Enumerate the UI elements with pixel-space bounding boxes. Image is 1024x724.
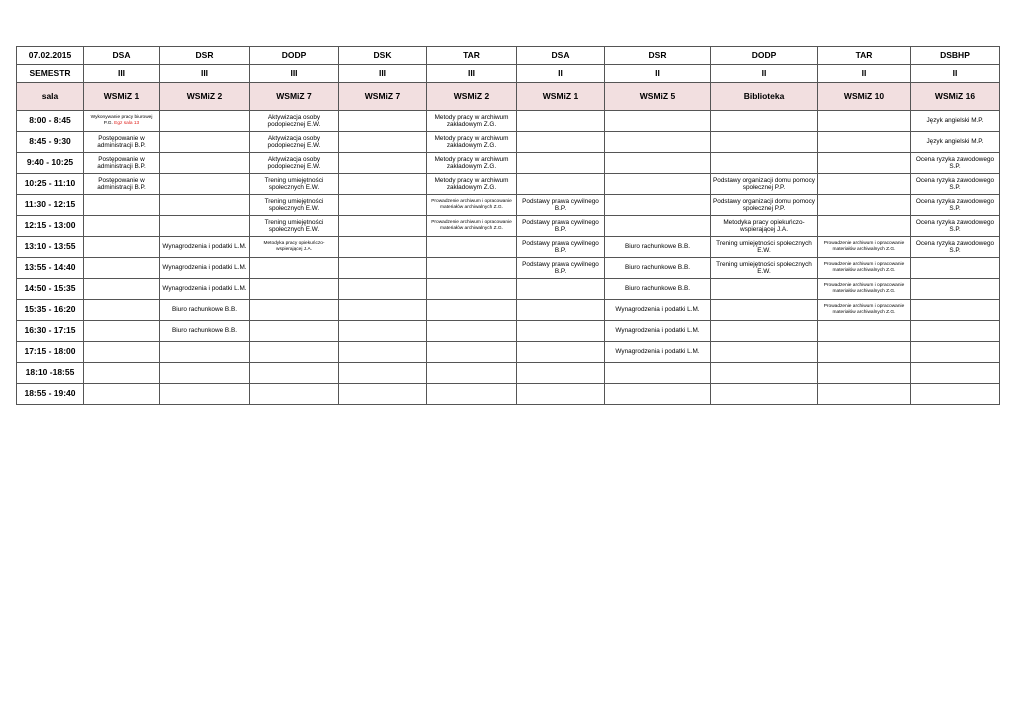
room-cell: WSMiZ 1 xyxy=(517,83,605,111)
class-cell xyxy=(160,216,250,237)
class-cell xyxy=(339,237,427,258)
room-cell: WSMiZ 7 xyxy=(250,83,339,111)
room-cell: WSMiZ 2 xyxy=(427,83,517,111)
class-cell xyxy=(250,384,339,405)
class-cell xyxy=(339,174,427,195)
program-cell: DSBHP xyxy=(911,47,1000,65)
class-cell: Prowadzenie archiwum i opracowanie materiałów archiwalnych Z.G. xyxy=(427,216,517,237)
class-cell xyxy=(339,321,427,342)
class-cell: Postępowanie w administracji B.P. xyxy=(84,153,160,174)
class-cell: Biuro rachunkowe B.B. xyxy=(605,279,711,300)
class-cell xyxy=(711,300,818,321)
class-cell xyxy=(84,195,160,216)
class-cell: Podstawy prawa cywilnego B.P. xyxy=(517,237,605,258)
class-cell xyxy=(160,111,250,132)
class-cell xyxy=(427,342,517,363)
time-cell: 10:25 - 11:10 xyxy=(17,174,84,195)
class-cell xyxy=(427,237,517,258)
class-cell xyxy=(160,363,250,384)
time-cell: 18:10 -18:55 xyxy=(17,363,84,384)
class-cell: Prowadzenie archiwum i opracowanie materiałów archiwalnych Z.G. xyxy=(818,300,911,321)
class-cell: Trening umiejętności społecznych E.W. xyxy=(250,195,339,216)
class-cell: Język angielski M.P. xyxy=(911,132,1000,153)
class-cell xyxy=(711,363,818,384)
semester-cell: III xyxy=(84,65,160,83)
class-cell xyxy=(84,300,160,321)
class-cell xyxy=(339,342,427,363)
program-cell: DODP xyxy=(711,47,818,65)
class-cell xyxy=(250,300,339,321)
class-cell xyxy=(84,216,160,237)
class-cell xyxy=(818,132,911,153)
schedule-table xyxy=(16,46,1000,405)
room-cell: WSMiZ 1 xyxy=(84,83,160,111)
class-cell xyxy=(84,279,160,300)
schedule-row xyxy=(17,384,1000,405)
class-cell xyxy=(250,342,339,363)
semester-label: SEMESTR xyxy=(17,65,84,83)
class-cell xyxy=(517,321,605,342)
class-cell: Metodyka pracy opiekuńczo-wspierającej J.A. xyxy=(711,216,818,237)
semester-cell: II xyxy=(711,65,818,83)
semester-cell: III xyxy=(427,65,517,83)
class-cell xyxy=(427,321,517,342)
time-cell: 9:40 - 10:25 xyxy=(17,153,84,174)
class-cell: Ocena ryzyka zawodowego S.P. xyxy=(911,153,1000,174)
class-cell: Trening umiejętności społecznych E.W. xyxy=(250,174,339,195)
class-cell xyxy=(339,111,427,132)
class-cell: Metodyka pracy opiekuńczo-wspierającej J.A. xyxy=(250,237,339,258)
class-cell xyxy=(84,342,160,363)
class-cell xyxy=(605,384,711,405)
class-cell: Ocena ryzyka zawodowego S.P. xyxy=(911,216,1000,237)
semester-cell: II xyxy=(517,65,605,83)
class-cell xyxy=(160,384,250,405)
semester-cell: III xyxy=(160,65,250,83)
class-cell xyxy=(605,153,711,174)
class-cell xyxy=(517,153,605,174)
class-cell: Prowadzenie archiwum i opracowanie materiałów archiwalnych Z.G. xyxy=(818,258,911,279)
semester-cell: III xyxy=(250,65,339,83)
schedule-row xyxy=(17,258,1000,279)
class-cell: Biuro rachunkowe B.B. xyxy=(160,321,250,342)
class-cell xyxy=(711,111,818,132)
class-cell: Ocena ryzyka zawodowego S.P. xyxy=(911,195,1000,216)
room-cell: WSMiZ 7 xyxy=(339,83,427,111)
class-cell xyxy=(517,279,605,300)
schedule-row xyxy=(17,216,1000,237)
program-cell: DODP xyxy=(250,47,339,65)
program-cell: DSR xyxy=(605,47,711,65)
class-cell: Prowadzenie archiwum i opracowanie materiałów archiwalnych Z.G. xyxy=(818,279,911,300)
class-cell: Wynagrodzenia i podatki L.M. xyxy=(160,237,250,258)
class-cell xyxy=(818,111,911,132)
class-cell xyxy=(818,216,911,237)
class-cell: Prowadzenie archiwum i opracowanie materiałów archiwalnych Z.G. xyxy=(818,237,911,258)
class-cell: Aktywizacja osoby podopiecznej E.W. xyxy=(250,111,339,132)
room-cell: Biblioteka xyxy=(711,83,818,111)
class-cell xyxy=(711,384,818,405)
semester-cell: II xyxy=(605,65,711,83)
schedule-row xyxy=(17,342,1000,363)
class-cell: Podstawy prawa cywilnego B.P. xyxy=(517,258,605,279)
time-cell: 15:35 - 16:20 xyxy=(17,300,84,321)
header-programs-row xyxy=(17,47,1000,65)
class-cell xyxy=(339,153,427,174)
class-cell xyxy=(339,300,427,321)
class-cell xyxy=(84,237,160,258)
class-cell xyxy=(711,342,818,363)
class-cell: Biuro rachunkowe B.B. xyxy=(605,258,711,279)
schedule-row xyxy=(17,153,1000,174)
class-cell xyxy=(711,132,818,153)
time-cell: 17:15 - 18:00 xyxy=(17,342,84,363)
class-cell: Trening umiejętności społecznych E.W. xyxy=(711,237,818,258)
class-cell xyxy=(339,279,427,300)
class-cell xyxy=(818,384,911,405)
class-cell: Aktywizacja osoby podopiecznej E.W. xyxy=(250,153,339,174)
program-cell: DSA xyxy=(517,47,605,65)
class-cell xyxy=(84,321,160,342)
class-cell xyxy=(911,279,1000,300)
class-cell: Wynagrodzenia i podatki L.M. xyxy=(160,258,250,279)
class-cell xyxy=(517,111,605,132)
class-cell xyxy=(605,216,711,237)
room-cell: WSMiZ 10 xyxy=(818,83,911,111)
class-cell: Język angielski M.P. xyxy=(911,111,1000,132)
class-cell: Trening umiejętności społecznych E.W. xyxy=(250,216,339,237)
class-cell xyxy=(818,174,911,195)
class-cell xyxy=(250,258,339,279)
class-cell xyxy=(160,174,250,195)
class-cell xyxy=(427,300,517,321)
class-cell xyxy=(711,153,818,174)
class-cell xyxy=(605,174,711,195)
class-cell xyxy=(911,342,1000,363)
class-cell: Biuro rachunkowe B.B. xyxy=(605,237,711,258)
schedule-row xyxy=(17,237,1000,258)
class-cell: Prowadzenie archiwum i opracowanie materiałów archiwalnych Z.G. xyxy=(427,195,517,216)
class-cell: Wynagrodzenia i podatki L.M. xyxy=(160,279,250,300)
time-cell: 11:30 - 12:15 xyxy=(17,195,84,216)
class-cell xyxy=(250,279,339,300)
time-cell: 13:10 - 13:55 xyxy=(17,237,84,258)
class-cell xyxy=(711,321,818,342)
program-cell: DSA xyxy=(84,47,160,65)
class-cell xyxy=(427,384,517,405)
class-cell xyxy=(160,342,250,363)
class-cell: Podstawy organizacji domu pomocy społecznej P.P. xyxy=(711,174,818,195)
class-cell xyxy=(339,258,427,279)
room-cell: WSMiZ 2 xyxy=(160,83,250,111)
class-cell xyxy=(84,258,160,279)
class-cell xyxy=(605,195,711,216)
class-cell xyxy=(818,342,911,363)
class-cell xyxy=(427,258,517,279)
class-cell xyxy=(250,363,339,384)
program-cell: TAR xyxy=(818,47,911,65)
time-cell: 14:50 - 15:35 xyxy=(17,279,84,300)
class-cell: Metody pracy w archiwum zakładowym Z.G. xyxy=(427,174,517,195)
room-cell: WSMiZ 5 xyxy=(605,83,711,111)
class-cell: Biuro rachunkowe B.B. xyxy=(160,300,250,321)
time-cell: 18:55 - 19:40 xyxy=(17,384,84,405)
class-cell xyxy=(818,321,911,342)
class-cell xyxy=(911,258,1000,279)
schedule-row xyxy=(17,132,1000,153)
schedule-row xyxy=(17,321,1000,342)
class-cell xyxy=(818,195,911,216)
class-cell xyxy=(605,363,711,384)
schedule-row xyxy=(17,195,1000,216)
class-cell xyxy=(517,132,605,153)
class-cell xyxy=(818,363,911,384)
class-cell xyxy=(250,321,339,342)
class-cell xyxy=(517,342,605,363)
date-cell: 07.02.2015 xyxy=(17,47,84,65)
class-cell xyxy=(517,363,605,384)
semester-cell: II xyxy=(818,65,911,83)
class-cell xyxy=(84,363,160,384)
class-cell xyxy=(339,132,427,153)
class-cell: Wynagrodzenia i podatki L.M. xyxy=(605,300,711,321)
time-cell: 13:55 - 14:40 xyxy=(17,258,84,279)
program-cell: TAR xyxy=(427,47,517,65)
class-cell xyxy=(517,174,605,195)
class-cell xyxy=(160,153,250,174)
class-cell xyxy=(605,111,711,132)
class-cell xyxy=(427,279,517,300)
class-cell: Podstawy organizacji domu pomocy społecznej P.P. xyxy=(711,195,818,216)
semester-cell: II xyxy=(911,65,1000,83)
program-cell: DSK xyxy=(339,47,427,65)
class-cell: Metody pracy w archiwum zakładowym Z.G. xyxy=(427,111,517,132)
class-cell xyxy=(911,321,1000,342)
class-cell: Metody pracy w archiwum zakładowym Z.G. xyxy=(427,132,517,153)
class-cell: Metody pracy w archiwum zakładowym Z.G. xyxy=(427,153,517,174)
class-cell xyxy=(911,384,1000,405)
class-cell xyxy=(818,153,911,174)
class-cell: Podstawy prawa cywilnego B.P. xyxy=(517,216,605,237)
room-change-note: Egz sala 13 xyxy=(114,121,140,126)
class-cell xyxy=(517,384,605,405)
schedule-row xyxy=(17,363,1000,384)
class-cell: Ocena ryzyka zawodowego S.P. xyxy=(911,174,1000,195)
class-cell: Wynagrodzenia i podatki L.M. xyxy=(605,342,711,363)
header-semester-row xyxy=(17,65,1000,83)
class-cell xyxy=(339,216,427,237)
class-cell xyxy=(911,300,1000,321)
class-cell xyxy=(339,195,427,216)
class-text: Wykonywanie pracy biurowej P.G. xyxy=(90,115,153,126)
program-cell: DSR xyxy=(160,47,250,65)
class-cell xyxy=(339,384,427,405)
class-cell: Postępowanie w administracji B.P. xyxy=(84,132,160,153)
class-cell xyxy=(84,111,160,132)
class-cell xyxy=(160,132,250,153)
semester-cell: III xyxy=(339,65,427,83)
time-cell: 8:45 - 9:30 xyxy=(17,132,84,153)
class-cell: Trening umiejętności społecznych E.W. xyxy=(711,258,818,279)
class-cell: Podstawy prawa cywilnego B.P. xyxy=(517,195,605,216)
class-cell: Aktywizacja osoby podopiecznej E.W. xyxy=(250,132,339,153)
time-cell: 8:00 - 8:45 xyxy=(17,111,84,132)
class-cell xyxy=(160,195,250,216)
class-cell xyxy=(339,363,427,384)
schedule-row xyxy=(17,279,1000,300)
class-cell xyxy=(517,300,605,321)
class-cell: Wynagrodzenia i podatki L.M. xyxy=(605,321,711,342)
schedule-row xyxy=(17,300,1000,321)
room-label: sala xyxy=(17,83,84,111)
class-cell xyxy=(911,363,1000,384)
class-cell xyxy=(605,132,711,153)
class-cell: Postępowanie w administracji B.P. xyxy=(84,174,160,195)
class-cell: Ocena ryzyka zawodowego S.P. xyxy=(911,237,1000,258)
class-cell xyxy=(427,363,517,384)
room-cell: WSMiZ 16 xyxy=(911,83,1000,111)
class-cell xyxy=(711,279,818,300)
schedule-row xyxy=(17,174,1000,195)
header-room-row xyxy=(17,83,1000,111)
time-cell: 12:15 - 13:00 xyxy=(17,216,84,237)
schedule-row xyxy=(17,111,1000,132)
time-cell: 16:30 - 17:15 xyxy=(17,321,84,342)
class-cell xyxy=(84,384,160,405)
